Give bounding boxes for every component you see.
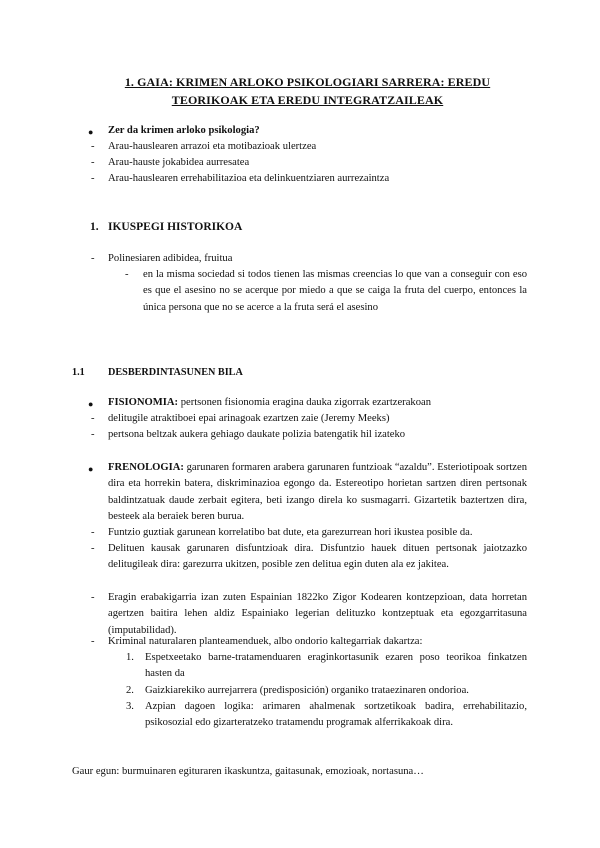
frenologia-item: Eragin erabakigarria izan zuten Espainian 1822ko Zigor Kodearen kontzepzioan, data horretan agertzen baitira lehen aldiz Espainiako legerian delituzko kontzeptuak eta egozgarritasuna (imputabilidad).	[108, 592, 527, 636]
closing-line: Gaur egun: burmuinaren egituraren ikaskuntza, gaitasunak, emozioak, nortasuna…	[72, 766, 424, 777]
fisionomia-paragraph	[108, 395, 431, 411]
list-number: 1.	[126, 652, 134, 663]
bullet-dot-icon: ●	[88, 399, 94, 409]
section-1-item: Polinesiaren adibidea, fruitua	[108, 253, 233, 264]
list-number: 2.	[126, 685, 134, 696]
dash-icon: -	[91, 527, 95, 538]
numbered-item: Gaizkiarekiko aurrejarrera (predisposición) organiko trataezinaren ondorioa.	[145, 685, 469, 696]
bullet-dot-icon: ●	[88, 127, 94, 137]
frenologia-item: Delituen kausak garunaren disfuntzioak dira. Disfuntzio hauek dituen pertsonak jaiotzazko delitugileak dira: garezurra ukitzen, posible zen delitua egin duten ala ez jakitea.	[108, 543, 527, 571]
bullet-dot-icon: ●	[88, 464, 94, 474]
fisionomia-item: pertsona beltzak aukera gehiago daukate polizia batengatik hil izateko	[108, 429, 406, 440]
frenologia-label: FRENOLOGIA:	[108, 462, 184, 473]
fisionomia-item: delitugile atraktiboei epai arinagoak ezartzen zaie (Jeremy Meeks)	[108, 413, 390, 424]
intro-question: Zer da krimen arloko psikologia?	[108, 125, 260, 136]
frenologia-item: Kriminal naturalaren planteamenduek, albo ondorio kaltegarriak dakartza:	[108, 636, 423, 647]
dash-icon: -	[91, 592, 95, 603]
section-1-subitem: en la misma sociedad si todos tienen las mismas creencias lo que van a conseguir con eso es que el asesino no se acerque por miedo a que se caiga la fruta del cuerpo, entonces la única persona que no se acerce a la fruta será el asesino	[143, 269, 527, 313]
section-1-heading: IKUSPEGI HISTORIKOA	[108, 221, 243, 233]
frenologia-text: garunaren formaren arabera garunaren funtzioak “azaldu”. Esteriotipoak sortzen dira eta horrekin batera, diskriminazioa egongo da. Estereotipo horietan sartzen diren pertsonak baldintzatuak daude zerbait egitera, beti izango direla ko susmagarri. Gizartetik baztertzen dira, besteek ala beraiek beren burua.	[108, 462, 527, 522]
frenologia-item: Funtzio guztiak garunean korrelatibo bat dute, eta garezurrean hori ikustea posible da.	[108, 527, 473, 538]
title-line-1: 1. GAIA: KRIMEN ARLOKO PSIKOLOGIARI SARRERA: EREDU	[124, 75, 491, 89]
section-1-number: 1.	[90, 221, 99, 233]
dash-icon: -	[91, 157, 95, 168]
section-1-1-number: 1.1	[72, 367, 85, 378]
title-line-2: TEORIKOAK ETA EREDU INTEGRATZAILEAK	[171, 93, 444, 107]
dash-icon: -	[91, 636, 95, 647]
dash-icon: -	[91, 253, 95, 264]
intro-item: Arau-hauste jokabidea aurresatea	[108, 157, 250, 168]
dash-icon: -	[125, 269, 129, 280]
numbered-item: Azpian dagoen logika: arimaren ahalmenak sortzetikoak badira, errehabilitazio, psikosozial edo gizarteratzeko tratamendu programak alferrikakoak dira.	[145, 701, 527, 729]
dash-icon: -	[91, 543, 95, 554]
numbered-item: Espetxeetako barne-tratamenduaren eraginkortasunik ezaren poso teorikoa finkatzen hasten da	[145, 652, 527, 680]
section-1-1-heading: DESBERDINTASUNEN BILA	[108, 367, 243, 378]
dash-icon: -	[91, 173, 95, 184]
fisionomia-text: pertsonen fisionomia eragina dauka zigorrak ezartzerakoan	[178, 397, 431, 408]
dash-icon: -	[91, 429, 95, 440]
intro-item: Arau-hauslearen arrazoi eta motibazioak ulertzea	[108, 141, 317, 152]
frenologia-paragraph	[108, 460, 527, 525]
intro-item: Arau-hauslearen errehabilitazioa eta delinkuentziaren aurrezaintza	[108, 173, 390, 184]
fisionomia-label: FISIONOMIA:	[108, 397, 179, 408]
document-title	[70, 73, 545, 109]
dash-icon: -	[91, 141, 95, 152]
dash-icon: -	[91, 413, 95, 424]
list-number: 3.	[126, 701, 134, 712]
